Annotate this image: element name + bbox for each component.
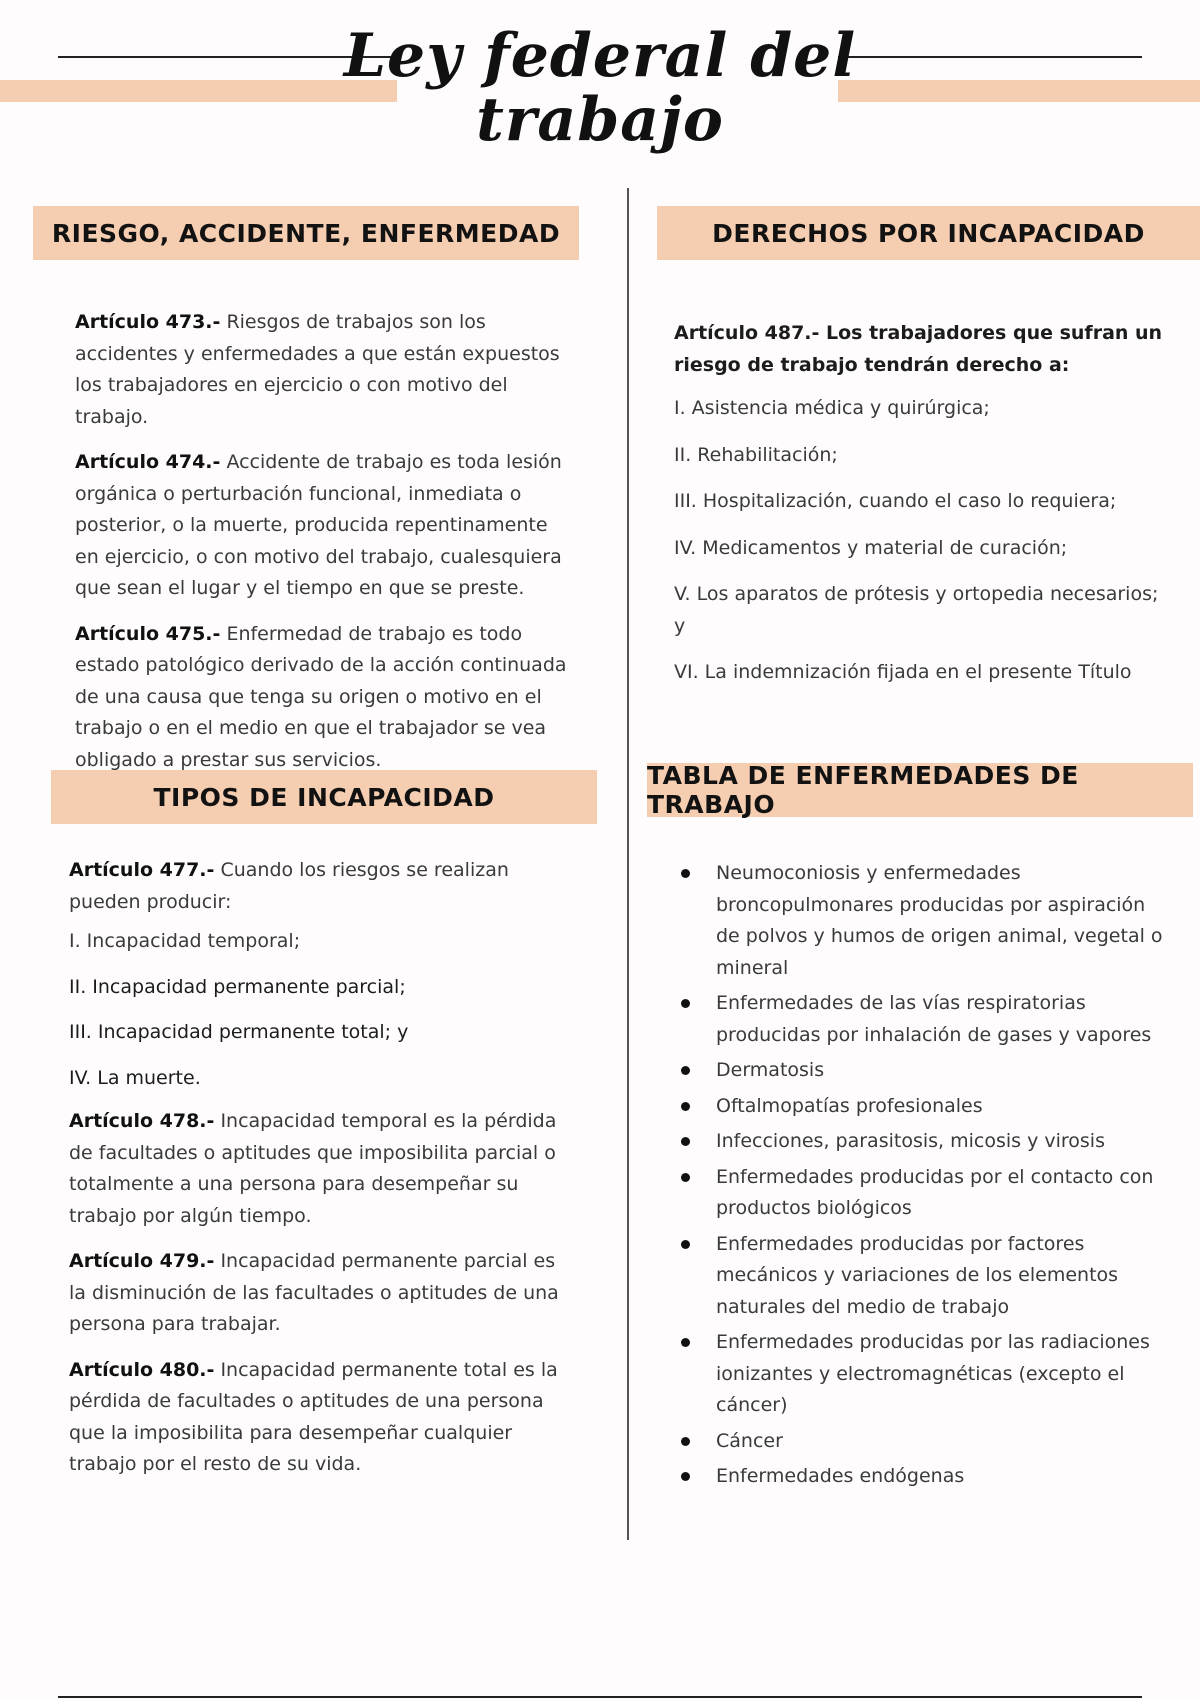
article-474-number: Artículo 474.- [75,451,221,473]
article-480-number: Artículo 480.- [69,1358,215,1381]
list-item: Neumoconiosis y enfermedades broncopulmonares producidas por aspiración de polvos y humos de origen animal, vegetal o mineral [681,858,1171,984]
article-473-number: Artículo 473.- [75,311,221,333]
derecho-item: III. Hospitalización, cuando el caso lo requiera; [674,490,1117,512]
tipo-item: I. Incapacidad temporal; [69,930,301,952]
tipo-item: IV. La muerte. [69,1066,201,1089]
article-475-text: Enfermedad de trabajo es todo estado patológico derivado de la acción continuada de una causa que tenga su origen o motivo en el trabajo o en el medio en que el trabajador se vea obligado a prestar sus servicios. [75,622,567,771]
derecho-item: IV. Medicamentos y material de curación; [674,536,1068,559]
tipo-item: II. Incapacidad permanente parcial; [69,975,406,998]
article-479-number: Artículo 479.- [69,1250,215,1272]
list-item: Enfermedades de las vías respiratorias producidas por inhalación de gases y vapores [681,988,1171,1051]
tipos-content [69,855,569,1495]
page-title-line1: Ley federal del [343,21,857,91]
enfermedades-list [681,858,1171,1497]
derechos-heading: DERECHOS POR INCAPACIDAD [657,206,1200,260]
article-478 [69,1106,569,1232]
tipo-item: III. Incapacidad permanente total; y [69,1021,409,1043]
list-item: Infecciones, parasitosis, micosis y virosis [681,1126,1171,1158]
article-473 [75,307,575,433]
derecho-item: II. Rehabilitación; [674,443,838,466]
article-479-text: Incapacidad permanente parcial es la disminución de las facultades o aptitudes de una persona para trabajar. [69,1250,559,1335]
article-477 [69,855,569,918]
article-487-intro: Artículo 487.- Los trabajadores que sufran un riesgo de trabajo tendrán derecho a: [674,322,1163,376]
riesgo-heading: RIESGO, ACCIDENTE, ENFERMEDAD [33,206,579,260]
article-480 [69,1355,569,1481]
list-item: Enfermedades producidas por factores mecánicos y variaciones de los elementos naturales del medio de trabajo [681,1229,1171,1324]
bottom-rule [58,1696,1142,1698]
article-479 [69,1246,569,1341]
article-474 [75,447,575,605]
list-item: Dermatosis [681,1055,1171,1087]
article-478-number: Artículo 478.- [69,1110,215,1132]
list-item: Enfermedades producidas por el contacto con productos biológicos [681,1162,1171,1225]
article-477-number: Artículo 477.- [69,859,215,881]
article-474-text: Accidente de trabajo es toda lesión orgánica o perturbación funcional, inmediata o posterior, o la muerte, producida repentinamente en ejercicio, o con motivo del trabajo, cualesquiera que sean el lugar y el tiempo en que se preste. [75,451,562,599]
list-item: Enfermedades endógenas [681,1461,1171,1493]
tipos-heading: TIPOS DE INCAPACIDAD [51,770,597,824]
list-item: Oftalmopatías profesionales [681,1091,1171,1123]
page-title [0,21,1200,155]
article-473-text: Riesgos de trabajos son los accidentes y enfermedades a que están expuestos los trabajadores en ejercicio o con motivo del trabajo. [75,311,560,428]
list-item: Enfermedades producidas por las radiaciones ionizantes y electromagnéticas (excepto el cáncer) [681,1327,1171,1422]
article-475-number: Artículo 475.- [75,622,221,645]
page-title-line2: trabajo [476,85,724,155]
derechos-list [674,318,1174,704]
article-475 [75,619,575,777]
article-480-text: Incapacidad permanente total es la pérdida de facultades o aptitudes de una persona que la imposibilita para desempeñar cualquier trabajo por el resto de su vida. [69,1358,558,1475]
tabla-heading: TABLA DE ENFERMEDADES DE TRABAJO [647,763,1193,817]
list-item: Cáncer [681,1426,1171,1458]
riesgo-articles [75,307,575,790]
derecho-item: I. Asistencia médica y quirúrgica; [674,397,990,419]
column-divider [627,188,629,1540]
article-478-text: Incapacidad temporal es la pérdida de facultades o aptitudes que imposibilita parcial o totalmente a una persona para desempeñar su trabajo por algún tiempo. [69,1110,557,1227]
article-477-text: Cuando los riesgos se realizan pueden producir: [69,859,509,913]
derecho-item: VI. La indemnización fijada en el presente Título [674,661,1132,683]
derecho-item: V. Los aparatos de prótesis y ortopedia necesarios; y [674,583,1159,637]
